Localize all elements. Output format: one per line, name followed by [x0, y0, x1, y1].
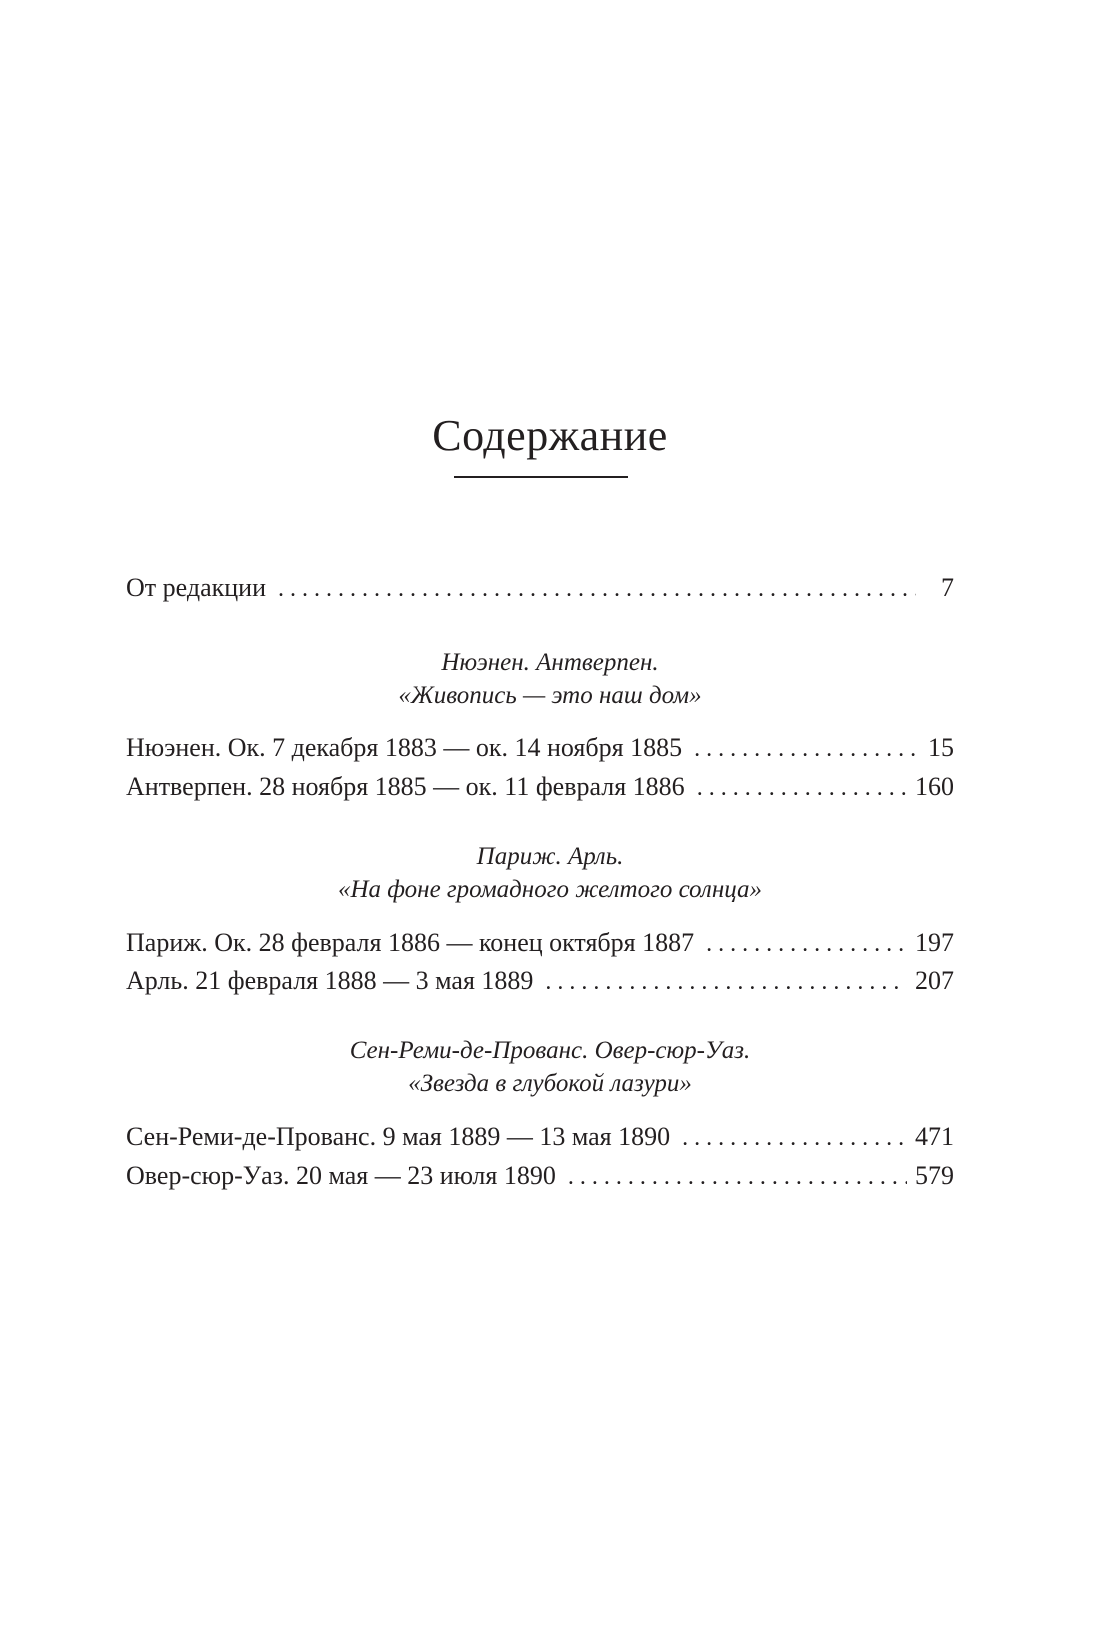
dot-leader: [694, 732, 916, 766]
section-heading-paris-arles: [0, 840, 1100, 906]
toc-entry-label: Антверпен. 28 ноября 1885 — ок. 11 февраля 1886: [126, 772, 685, 801]
toc-entry-page: 160: [915, 772, 954, 801]
section-heading-nuenen-antwerp: [0, 646, 1100, 712]
toc-entry-label: Сен-Реми-де-Прованс. 9 мая 1889 — 13 мая 1890: [126, 1122, 671, 1151]
dot-leader: [568, 1160, 907, 1194]
dot-leader: [545, 965, 907, 999]
dot-leader: [682, 1121, 907, 1155]
toc-entry-page: 579: [915, 1161, 954, 1190]
title-underline: [454, 476, 628, 478]
dot-leader: [278, 572, 916, 606]
toc-entry-label: Париж. Ок. 28 февраля 1886 — конец октября 1887: [126, 928, 695, 957]
section-subtitle: «Живопись — это наш дом»: [398, 682, 702, 709]
section-subtitle: «Звезда в глубокой лазури»: [408, 1070, 692, 1097]
section-subtitle: «На фоне громадного желтого солнца»: [337, 876, 763, 903]
toc-entry-page: 197: [915, 928, 954, 957]
section-title: Нюэнен. Антверпен.: [441, 649, 659, 676]
section-title: Париж. Арль.: [476, 843, 624, 870]
toc-entry-label: Нюэнен. Ок. 7 декабря 1883 — ок. 14 ноября 1885: [126, 733, 683, 762]
toc-entry-antwerp[interactable]: [126, 770, 954, 804]
toc-entry-saint-remy[interactable]: [126, 1120, 954, 1154]
toc-entry-preface[interactable]: [126, 571, 954, 605]
toc-entry-page: 471: [915, 1122, 954, 1151]
toc-entry-nuenen[interactable]: [126, 731, 954, 765]
section-heading-saint-remy-auvers: [0, 1034, 1100, 1100]
toc-entry-label: От редакции: [126, 573, 266, 602]
toc-entry-auvers[interactable]: [126, 1159, 954, 1193]
toc-entry-paris[interactable]: [126, 926, 954, 960]
page-title: Содержание: [432, 411, 668, 460]
toc-entry-page: 7: [941, 573, 954, 602]
toc-entry-page: 15: [928, 733, 954, 762]
dot-leader: [697, 771, 907, 805]
toc-entry-page: 207: [915, 966, 954, 995]
toc-entry-label: Арль. 21 февраля 1888 — 3 мая 1889: [126, 966, 534, 995]
toc-entry-label: Овер-сюр-Уаз. 20 мая — 23 июля 1890: [126, 1161, 556, 1190]
section-title: Сен-Реми-де-Прованс. Овер-сюр-Уаз.: [349, 1037, 751, 1064]
dot-leader: [706, 927, 907, 961]
toc-entry-arles[interactable]: [126, 964, 954, 998]
